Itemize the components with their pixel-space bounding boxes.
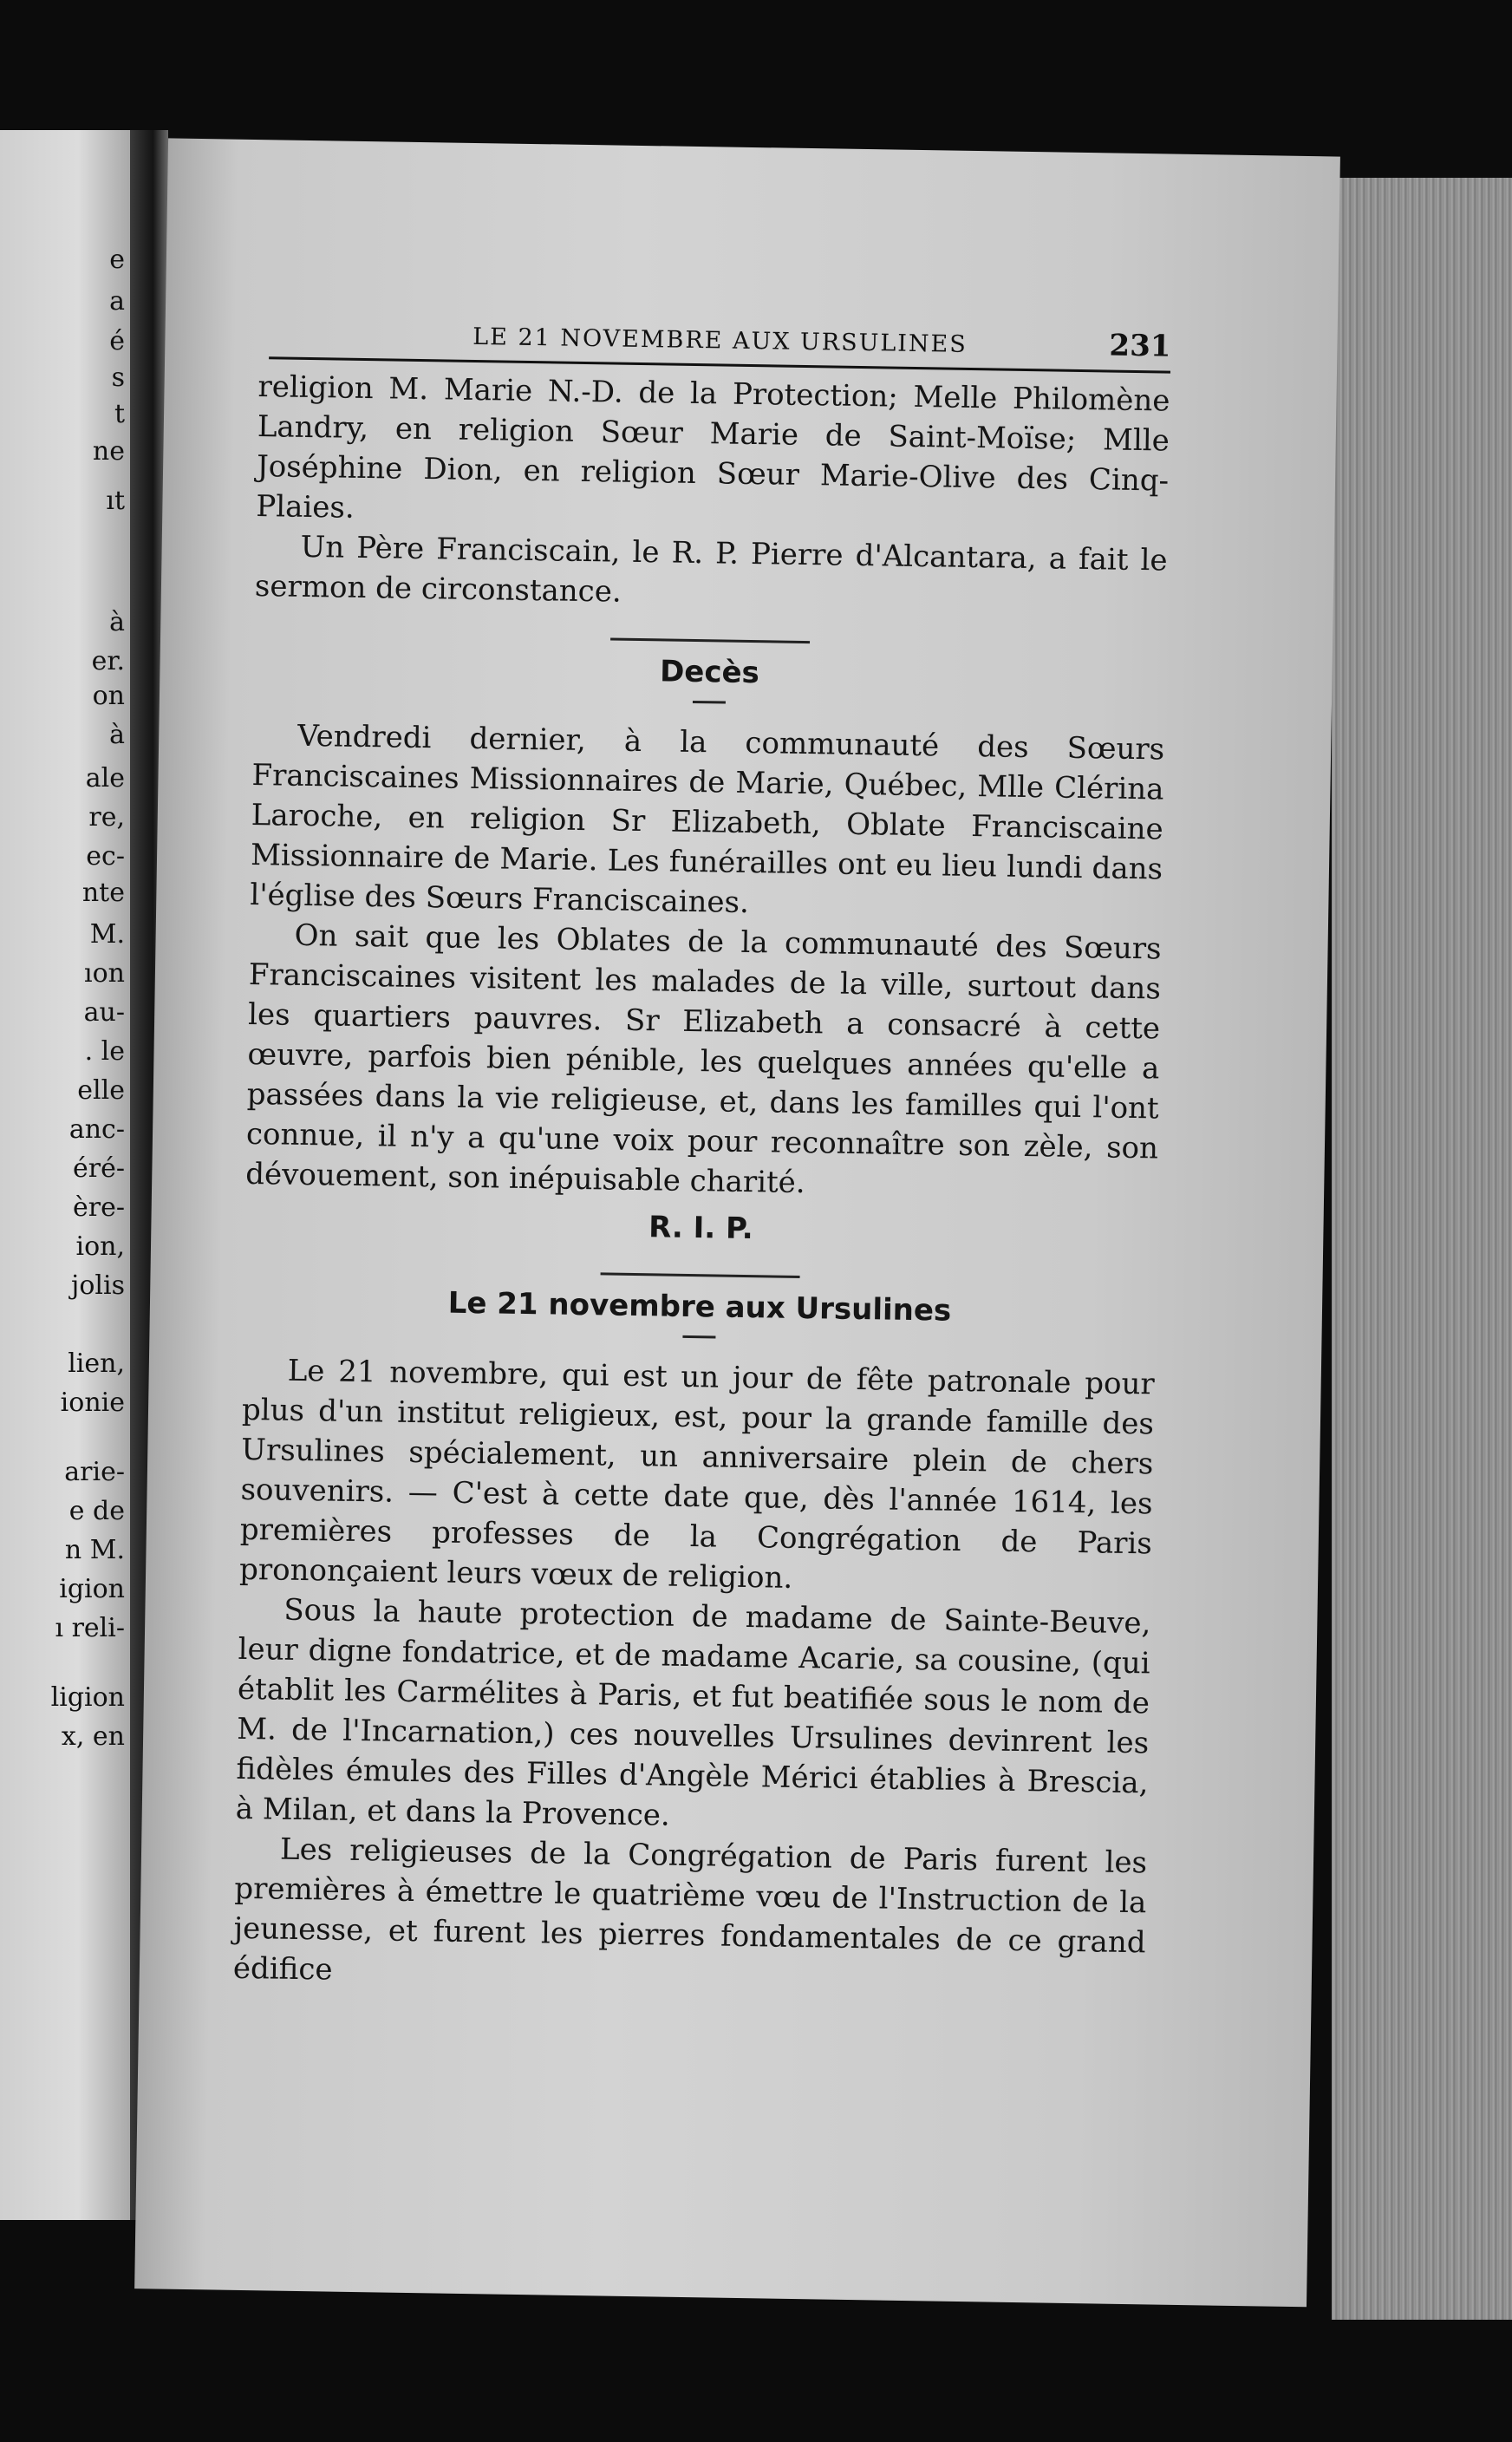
left-page-fragment: t	[114, 399, 125, 429]
left-page-fragment: ligion	[50, 1682, 125, 1713]
ursulines-paragraph: Les religieuses de la Congrégation de Paris furent les premières à émettre le quatrième vœu de l'Instruction de la jeunesse, et furent les pierres fondamentales de ce grand édifice	[232, 1832, 1148, 1988]
left-page-fragment: on	[92, 681, 125, 711]
left-page-fragment: jolis	[71, 1270, 125, 1301]
left-page-fragment: ion,	[75, 1231, 125, 1262]
intro-paragraph: religion M. Marie N.-D. de la Protection; Melle Philomène Landry, en religion Sœur Marie de Saint-Moïse; Mlle Joséphine Dion, en religion Sœur Marie-Olive des Cinq-Plaies.	[256, 369, 1170, 526]
ursulines-title: Le 21 novembre aux Ursulines	[447, 1285, 952, 1329]
left-page-edge	[0, 130, 130, 2220]
left-page-fragment: M.	[89, 919, 125, 950]
left-page-fragment: éré-	[73, 1153, 125, 1184]
section-divider	[601, 1272, 800, 1278]
left-page-fragment: à	[109, 720, 125, 750]
rip-closing: R. I. P.	[648, 1210, 754, 1247]
section-divider	[610, 637, 810, 643]
left-page-fragment: anc-	[68, 1114, 125, 1145]
deces-paragraph: Vendredi dernier, à la communauté des Sœurs Franciscaines Missionnaires de Marie, Québec, Mlle Clérina Laroche, en religion Sr Elizabeth, Oblate Franciscaine Missionnaire de Marie. Les funérailles ont eu lieu lundi dans l'église des Sœurs Franciscaines.	[250, 718, 1165, 921]
running-head: LE 21 NOVEMBRE AUX URSULINES	[472, 323, 968, 358]
ursulines-paragraph: Sous la haute protection de madame de Sainte-Beuve, leur digne fondatrice, et de madame Acarie, sa cousine, (qui établit les Carmélites à Paris, et fut beatifiée sous le nom de M. de l'Incarnation,) ces nouvelles Ursulines devinrent les fidèles émules des Filles d'Angèle Mérici établies à Brescia, à Milan, et dans la Provence.	[235, 1592, 1151, 1833]
left-page-fragment: arie-	[64, 1457, 125, 1487]
left-page-fragment: e	[109, 245, 125, 275]
left-page-fragment: lien,	[68, 1348, 125, 1379]
title-dash	[682, 1335, 715, 1339]
left-page-fragment: . le	[84, 1036, 125, 1067]
left-page-fragment: a	[109, 286, 125, 317]
ursulines-paragraph: Le 21 novembre, qui est un jour de fête patronale pour plus d'un institut religieux, est, pour la grande famille des Ursulines spécialement, un anniversaire plein de chers souvenirs. — C'est à cette date que, dès l'année 1614, les premières professes de la Congrégation de Paris prononçaient leurs vœux de religion.	[238, 1353, 1155, 1596]
book-page	[134, 138, 1340, 2307]
left-page-fragment: ı reli-	[55, 1613, 125, 1643]
page-number: 231	[1109, 328, 1171, 364]
page-edges	[1332, 178, 1512, 2320]
left-page-fragment: s	[111, 362, 125, 393]
intro-paragraph: Un Père Franciscain, le R. P. Pierre d'Alcantara, a fait le sermon de circonstance.	[254, 529, 1168, 610]
title-dash	[693, 701, 726, 704]
body-text	[233, 367, 1170, 2002]
left-page-fragment: à	[109, 607, 125, 637]
deces-paragraph: On sait que les Oblates de la communauté des Sœurs Franciscaines visitent les malades de la ville, surtout dans les quartiers pauvres. Sr Elizabeth a consacré à cette œuvre, parfois bien pénible, les quelques années qu'elle a passées dans la vie religieuse, et, dans les familles qui l'ont connue, il n'y a qu'une voix pour reconnaître son zèle, son dévouement, son inépuisable charité.	[245, 917, 1162, 1201]
page-header	[269, 313, 1171, 373]
left-page-fragment: er.	[91, 646, 125, 676]
left-page-fragment: ère-	[73, 1192, 125, 1223]
left-page-fragment: elle	[77, 1075, 125, 1106]
left-page-fragment: ıon	[84, 958, 125, 989]
left-page-fragment: re,	[88, 802, 125, 832]
left-page-fragment: ıt	[106, 486, 125, 516]
left-page-fragment: nte	[81, 878, 125, 908]
left-page-fragment: x, en	[61, 1721, 125, 1752]
left-page-fragment: ionie	[60, 1388, 125, 1418]
left-page-fragment: ale	[85, 763, 125, 793]
left-page-fragment: ne	[92, 436, 125, 467]
left-page-fragment: au-	[83, 997, 125, 1028]
deces-title: Decès	[659, 654, 760, 691]
left-page-fragment: n M.	[64, 1535, 125, 1565]
left-page-fragment: é	[109, 326, 125, 356]
left-page-fragment: e de	[68, 1496, 125, 1526]
left-page-fragment: ec-	[86, 841, 125, 872]
left-page-fragment: igion	[59, 1574, 125, 1604]
